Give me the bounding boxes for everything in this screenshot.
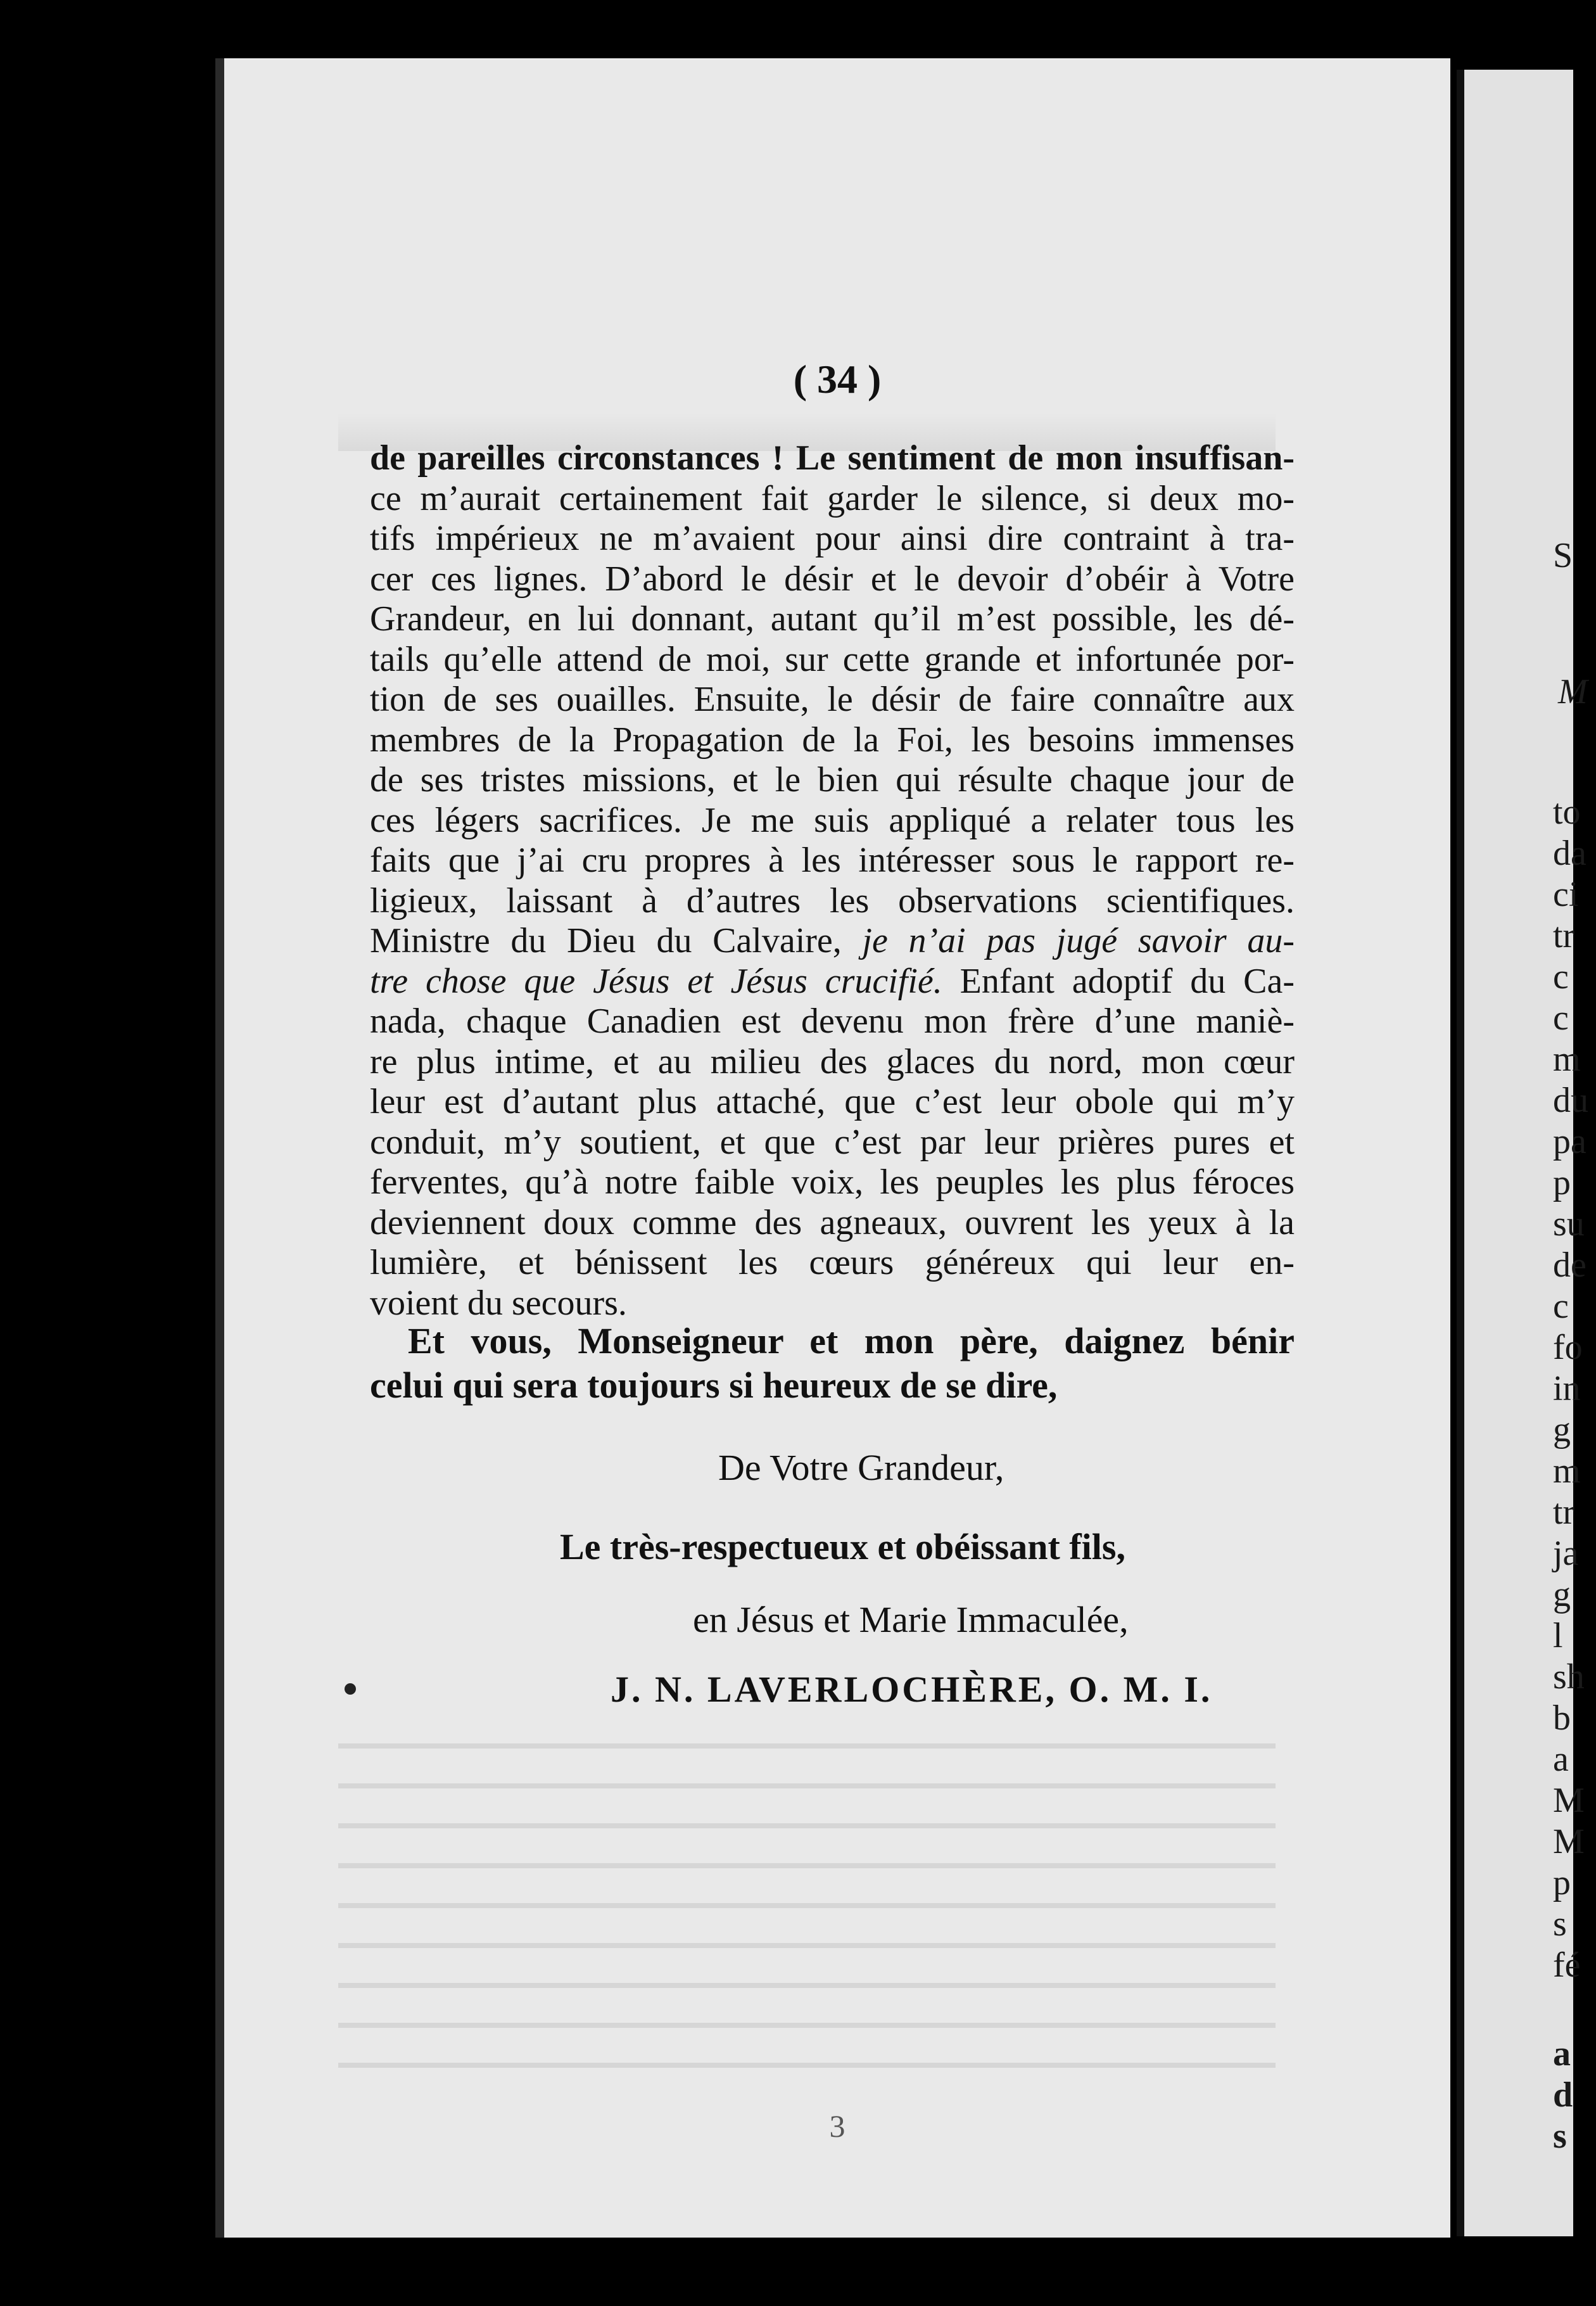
body-line: leur est d’autant plus attaché, que c’est leur obole qui m’y: [370, 1082, 1295, 1121]
right-page-fragment: su: [1553, 1204, 1585, 1244]
right-page-fragment: da: [1553, 834, 1586, 873]
right-page-fragment: tr: [1553, 916, 1575, 955]
closing-paragraph: [370, 1319, 1295, 1408]
right-page-fragment: tr: [1553, 1493, 1575, 1532]
body-line: nada, chaque Canadien est devenu mon frère d’une maniè-: [370, 1002, 1295, 1041]
body-line-italic: je n’ai pas jugé savoir au-: [862, 921, 1295, 960]
right-page-fragment: a: [1553, 2034, 1571, 2073]
right-page-fragment: l: [1553, 1616, 1563, 1655]
body-line: lumière, et bénissent les cœurs généreux qui leur en-: [370, 1243, 1295, 1282]
right-page-fragment: S: [1553, 536, 1573, 575]
page-number: ( 34 ): [793, 357, 882, 402]
right-page-fragment: s: [1553, 2117, 1567, 2156]
body-line: voient du secours.: [370, 1283, 627, 1323]
body-line: ferventes, qu’à notre faible voix, les peuples les plus féroces: [370, 1163, 1295, 1202]
signature-mark: 3: [829, 2108, 846, 2144]
body-line: faits que j’ai cru propres à les intéresser sous le rapport re-: [370, 841, 1295, 880]
right-page-fragment: M: [1558, 672, 1588, 711]
body-line: ligieux, laissant à d’autres les observations scientifiques.: [370, 881, 1295, 920]
right-page-fragment: m: [1553, 1451, 1581, 1491]
right-page-fragment: sh: [1553, 1657, 1585, 1697]
right-page-fragment: pa: [1553, 1122, 1586, 1161]
right-page-fragment: s: [1553, 1904, 1567, 1944]
right-page-fragment: in: [1553, 1369, 1581, 1408]
body-line: membres de la Propagation de la Foi, les besoins immenses: [370, 720, 1295, 760]
right-page-fragment: d: [1553, 2075, 1573, 2115]
body-line: re plus intime, et au milieu des glaces du nord, mon cœur: [370, 1042, 1295, 1081]
body-line: de ses tristes missions, et le bien qui résulte chaque jour de: [370, 760, 1295, 799]
body-line: cer ces lignes. D’abord le désir et le devoir d’obéir à Votre: [370, 559, 1295, 599]
right-page-fragment: c: [1553, 1287, 1569, 1326]
body-text: [370, 438, 1295, 1323]
body-line: tails qu’elle attend de moi, sur cette grande et infortunée por-: [370, 639, 1295, 679]
right-page-fragment: de: [1553, 1245, 1586, 1285]
ink-speck: [345, 1683, 356, 1695]
right-page-fragment: g: [1553, 1410, 1571, 1449]
right-page-fragment: g: [1553, 1575, 1571, 1614]
right-page-fragment: fo: [1553, 1328, 1583, 1367]
body-line: deviennent doux comme des agneaux, ouvrent les yeux à la: [370, 1202, 1295, 1242]
signature-in-jesus: en Jésus et Marie Immaculée,: [693, 1599, 1129, 1640]
right-page-fragment: to: [1553, 793, 1581, 832]
body-line: tifs impérieux ne m’avaient pour ainsi dire contraint à tra-: [370, 519, 1295, 558]
right-page-fragment: m: [1553, 1040, 1581, 1079]
body-line: ce m’aurait certainement fait garder le silence, si deux mo-: [370, 478, 1295, 518]
left-page: [215, 58, 1450, 2238]
closing-line: Et vous, Monseigneur et mon père, daignez bénir: [408, 1320, 1295, 1361]
body-line-roman: Enfant adoptif du Ca-: [942, 961, 1295, 1001]
signature-respect: Le très-respectueux et obéissant fils,: [560, 1526, 1125, 1567]
right-page-fragment: fé: [1553, 1946, 1581, 1985]
right-page-fragment: a: [1553, 1740, 1569, 1779]
right-page-edge: [1457, 70, 1588, 2236]
right-page-fragment: c: [1553, 957, 1569, 997]
body-line: Grandeur, en lui donnant, autant qu’il m’est possible, les dé-: [370, 599, 1295, 639]
right-page-fragment: ci: [1553, 875, 1579, 914]
right-page-fragment: M: [1553, 1781, 1585, 1820]
body-line: ces légers sacrifices. Je me suis appliqué a relater tous les: [370, 800, 1295, 840]
right-page-fragment: ja: [1553, 1534, 1579, 1573]
right-page-fragment: du: [1553, 1081, 1588, 1120]
closing-line: celui qui sera toujours si heureux de se dire,: [370, 1365, 1058, 1406]
body-line: de pareilles circonstances ! Le sentiment de mon insuffisan-: [370, 438, 1295, 478]
bleed-through-bottom: [338, 1718, 1276, 2098]
body-line-italic: tre chose que Jésus et Jésus crucifié.: [370, 961, 942, 1001]
right-page-fragment: p: [1553, 1863, 1571, 1902]
right-page-fragment: M: [1553, 1822, 1585, 1861]
signature-greeting: De Votre Grandeur,: [718, 1447, 1004, 1488]
right-page-fragment: c: [1553, 998, 1569, 1038]
body-line-with-italic: [370, 921, 1295, 962]
body-line: tion de ses ouailles. Ensuite, le désir de faire connaître aux: [370, 680, 1295, 719]
body-line: conduit, m’y soutient, et que c’est par leur prières pures et: [370, 1122, 1295, 1162]
author-name: J. N. LAVERLOCHÈRE, O. M. I.: [611, 1669, 1213, 1710]
body-line-with-italic: [370, 962, 1295, 1002]
body-line-roman: Ministre du Dieu du Calvaire,: [370, 921, 863, 960]
right-page-fragment: b: [1553, 1698, 1571, 1738]
right-page-fragment: p: [1553, 1163, 1571, 1202]
